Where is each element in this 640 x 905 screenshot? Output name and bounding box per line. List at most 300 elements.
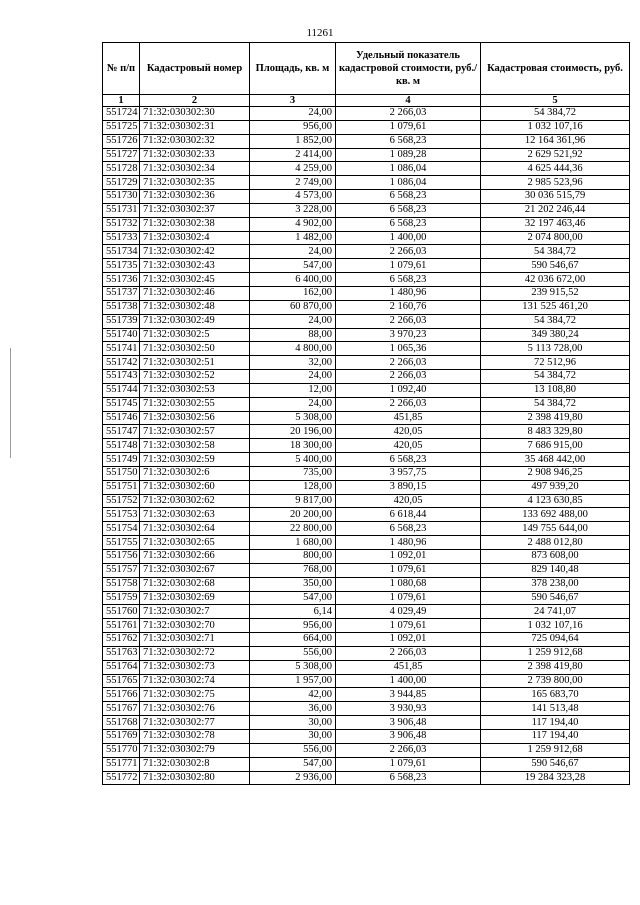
row-number-cell: 551766 <box>103 688 140 702</box>
specific-value-cell: 1 065,36 <box>336 342 481 356</box>
table-row <box>103 439 630 453</box>
cadastral-number-cell: 71:32:030302:8 <box>140 757 250 771</box>
cadastral-value-cell: 2 908 946,25 <box>481 466 630 480</box>
table-row <box>103 550 630 564</box>
specific-value-cell: 2 160,76 <box>336 300 481 314</box>
table-row <box>103 259 630 273</box>
cadastral-number-cell: 71:32:030302:33 <box>140 148 250 162</box>
specific-value-cell: 6 568,23 <box>336 190 481 204</box>
table-row <box>103 273 630 287</box>
cadastral-value-cell: 21 202 246,44 <box>481 203 630 217</box>
table-row <box>103 217 630 231</box>
specific-value-cell: 4 029,49 <box>336 605 481 619</box>
cadastral-value-table <box>102 42 630 785</box>
cadastral-number-cell: 71:32:030302:55 <box>140 397 250 411</box>
cadastral-value-cell: 72 512,96 <box>481 356 630 370</box>
area-cell: 18 300,00 <box>250 439 336 453</box>
table-row <box>103 342 630 356</box>
table-row <box>103 425 630 439</box>
row-number-cell: 551730 <box>103 190 140 204</box>
header-cadastral-value: Кадастровая стоимость, руб. <box>481 43 630 95</box>
specific-value-cell: 451,85 <box>336 411 481 425</box>
cadastral-value-cell: 1 032 107,16 <box>481 619 630 633</box>
table-row <box>103 190 630 204</box>
area-cell: 3 228,00 <box>250 203 336 217</box>
table-row <box>103 176 630 190</box>
table-header-row <box>103 43 630 95</box>
table-row <box>103 134 630 148</box>
cadastral-value-cell: 590 546,67 <box>481 591 630 605</box>
cadastral-number-cell: 71:32:030302:32 <box>140 134 250 148</box>
row-number-cell: 551765 <box>103 674 140 688</box>
row-number-cell: 551768 <box>103 716 140 730</box>
table-row <box>103 162 630 176</box>
row-number-cell: 551740 <box>103 328 140 342</box>
table-row <box>103 300 630 314</box>
area-cell: 350,00 <box>250 577 336 591</box>
cadastral-value-cell: 141 513,48 <box>481 702 630 716</box>
cadastral-number-cell: 71:32:030302:77 <box>140 716 250 730</box>
area-cell: 1 852,00 <box>250 134 336 148</box>
specific-value-cell: 6 568,23 <box>336 453 481 467</box>
cadastral-value-cell: 829 140,48 <box>481 563 630 577</box>
specific-value-cell: 1 480,96 <box>336 286 481 300</box>
specific-value-cell: 1 400,00 <box>336 231 481 245</box>
row-number-cell: 551743 <box>103 370 140 384</box>
area-cell: 22 800,00 <box>250 522 336 536</box>
cadastral-value-cell: 239 915,52 <box>481 286 630 300</box>
row-number-cell: 551738 <box>103 300 140 314</box>
row-number-cell: 551761 <box>103 619 140 633</box>
cadastral-number-cell: 71:32:030302:4 <box>140 231 250 245</box>
specific-value-cell: 6 568,23 <box>336 134 481 148</box>
area-cell: 547,00 <box>250 757 336 771</box>
area-cell: 24,00 <box>250 245 336 259</box>
cadastral-number-cell: 71:32:030302:43 <box>140 259 250 273</box>
area-cell: 32,00 <box>250 356 336 370</box>
row-number-cell: 551751 <box>103 480 140 494</box>
cadastral-number-cell: 71:32:030302:75 <box>140 688 250 702</box>
row-number-cell: 551745 <box>103 397 140 411</box>
area-cell: 36,00 <box>250 702 336 716</box>
cadastral-value-cell: 349 380,24 <box>481 328 630 342</box>
cadastral-value-cell: 5 113 728,00 <box>481 342 630 356</box>
cadastral-number-cell: 71:32:030302:56 <box>140 411 250 425</box>
cadastral-value-cell: 2 985 523,96 <box>481 176 630 190</box>
cadastral-value-cell: 2 739 800,00 <box>481 674 630 688</box>
cadastral-number-cell: 71:32:030302:68 <box>140 577 250 591</box>
table-row <box>103 771 630 785</box>
cadastral-number-cell: 71:32:030302:66 <box>140 550 250 564</box>
row-number-cell: 551725 <box>103 120 140 134</box>
specific-value-cell: 3 930,93 <box>336 702 481 716</box>
row-number-cell: 551750 <box>103 466 140 480</box>
cadastral-number-cell: 71:32:030302:35 <box>140 176 250 190</box>
header-specific-value: Удельный показатель кадастровой стоимости, руб./кв. м <box>336 43 481 95</box>
cadastral-number-cell: 71:32:030302:62 <box>140 494 250 508</box>
cadastral-value-cell: 1 259 912,68 <box>481 646 630 660</box>
cadastral-number-cell: 71:32:030302:74 <box>140 674 250 688</box>
table-row <box>103 729 630 743</box>
specific-value-cell: 1 079,61 <box>336 563 481 577</box>
cadastral-number-cell: 71:32:030302:72 <box>140 646 250 660</box>
specific-value-cell: 1 079,61 <box>336 757 481 771</box>
table-row <box>103 619 630 633</box>
specific-value-cell: 2 266,03 <box>336 107 481 121</box>
cadastral-number-cell: 71:32:030302:53 <box>140 383 250 397</box>
area-cell: 664,00 <box>250 633 336 647</box>
area-cell: 88,00 <box>250 328 336 342</box>
specific-value-cell: 3 957,75 <box>336 466 481 480</box>
area-cell: 5 308,00 <box>250 660 336 674</box>
specific-value-cell: 1 089,28 <box>336 148 481 162</box>
table-row <box>103 328 630 342</box>
table-row <box>103 536 630 550</box>
row-number-cell: 551737 <box>103 286 140 300</box>
cadastral-number-cell: 71:32:030302:6 <box>140 466 250 480</box>
cadastral-value-cell: 12 164 361,96 <box>481 134 630 148</box>
specific-value-cell: 420,05 <box>336 425 481 439</box>
row-number-cell: 551749 <box>103 453 140 467</box>
specific-value-cell: 1 079,61 <box>336 259 481 273</box>
cadastral-number-cell: 71:32:030302:64 <box>140 522 250 536</box>
cadastral-value-cell: 133 692 488,00 <box>481 508 630 522</box>
area-cell: 24,00 <box>250 107 336 121</box>
cadastral-number-cell: 71:32:030302:31 <box>140 120 250 134</box>
header-cadastral-number: Кадастровый номер <box>140 43 250 95</box>
cadastral-value-cell: 2 398 419,80 <box>481 660 630 674</box>
area-cell: 5 400,00 <box>250 453 336 467</box>
row-number-cell: 551770 <box>103 743 140 757</box>
area-cell: 24,00 <box>250 314 336 328</box>
area-cell: 20 200,00 <box>250 508 336 522</box>
specific-value-cell: 1 079,61 <box>336 120 481 134</box>
cadastral-value-cell: 8 483 329,80 <box>481 425 630 439</box>
specific-value-cell: 3 890,15 <box>336 480 481 494</box>
table-row <box>103 674 630 688</box>
cadastral-value-cell: 7 686 915,00 <box>481 439 630 453</box>
cadastral-value-cell: 378 238,00 <box>481 577 630 591</box>
table-row <box>103 245 630 259</box>
cadastral-number-cell: 71:32:030302:80 <box>140 771 250 785</box>
specific-value-cell: 1 480,96 <box>336 536 481 550</box>
row-number-cell: 551726 <box>103 134 140 148</box>
table-row <box>103 453 630 467</box>
cadastral-number-cell: 71:32:030302:30 <box>140 107 250 121</box>
cadastral-value-cell: 165 683,70 <box>481 688 630 702</box>
table-row <box>103 466 630 480</box>
area-cell: 956,00 <box>250 120 336 134</box>
table-row <box>103 660 630 674</box>
cadastral-number-cell: 71:32:030302:57 <box>140 425 250 439</box>
row-number-cell: 551724 <box>103 107 140 121</box>
cadastral-value-cell: 2 488 012,80 <box>481 536 630 550</box>
table-row <box>103 231 630 245</box>
cadastral-value-cell: 13 108,80 <box>481 383 630 397</box>
cadastral-number-cell: 71:32:030302:50 <box>140 342 250 356</box>
specific-value-cell: 2 266,03 <box>336 356 481 370</box>
specific-value-cell: 2 266,03 <box>336 397 481 411</box>
area-cell: 547,00 <box>250 259 336 273</box>
cadastral-number-cell: 71:32:030302:73 <box>140 660 250 674</box>
cadastral-number-cell: 71:32:030302:78 <box>140 729 250 743</box>
area-cell: 5 308,00 <box>250 411 336 425</box>
cadastral-value-cell: 2 398 419,80 <box>481 411 630 425</box>
cadastral-value-cell: 590 546,67 <box>481 259 630 273</box>
row-number-cell: 551772 <box>103 771 140 785</box>
cadastral-value-cell: 54 384,72 <box>481 397 630 411</box>
cadastral-value-cell: 149 755 644,00 <box>481 522 630 536</box>
area-cell: 768,00 <box>250 563 336 577</box>
cadastral-value-cell: 4 123 630,85 <box>481 494 630 508</box>
table-row <box>103 286 630 300</box>
area-cell: 2 414,00 <box>250 148 336 162</box>
row-number-cell: 551753 <box>103 508 140 522</box>
cadastral-number-cell: 71:32:030302:46 <box>140 286 250 300</box>
area-cell: 800,00 <box>250 550 336 564</box>
cadastral-value-cell: 42 036 672,00 <box>481 273 630 287</box>
specific-value-cell: 6 568,23 <box>336 217 481 231</box>
specific-value-cell: 3 906,48 <box>336 716 481 730</box>
specific-value-cell: 1 092,01 <box>336 550 481 564</box>
cadastral-value-cell: 725 094,64 <box>481 633 630 647</box>
area-cell: 735,00 <box>250 466 336 480</box>
specific-value-cell: 451,85 <box>336 660 481 674</box>
specific-value-cell: 6 618,44 <box>336 508 481 522</box>
cadastral-value-cell: 19 284 323,28 <box>481 771 630 785</box>
cadastral-number-cell: 71:32:030302:38 <box>140 217 250 231</box>
row-number-cell: 551759 <box>103 591 140 605</box>
table-row <box>103 743 630 757</box>
table-row <box>103 591 630 605</box>
table-row <box>103 411 630 425</box>
table-row <box>103 702 630 716</box>
cadastral-number-cell: 71:32:030302:48 <box>140 300 250 314</box>
cadastral-number-cell: 71:32:030302:79 <box>140 743 250 757</box>
row-number-cell: 551758 <box>103 577 140 591</box>
cadastral-number-cell: 71:32:030302:37 <box>140 203 250 217</box>
table-row <box>103 203 630 217</box>
column-number: 1 <box>103 95 140 107</box>
table-row <box>103 480 630 494</box>
cadastral-number-cell: 71:32:030302:34 <box>140 162 250 176</box>
area-cell: 4 902,00 <box>250 217 336 231</box>
table-row <box>103 688 630 702</box>
area-cell: 2 749,00 <box>250 176 336 190</box>
cadastral-number-cell: 71:32:030302:76 <box>140 702 250 716</box>
cadastral-number-cell: 71:32:030302:36 <box>140 190 250 204</box>
table-row <box>103 120 630 134</box>
cadastral-value-cell: 497 939,20 <box>481 480 630 494</box>
row-number-cell: 551742 <box>103 356 140 370</box>
cadastral-number-cell: 71:32:030302:49 <box>140 314 250 328</box>
cadastral-value-cell: 54 384,72 <box>481 107 630 121</box>
specific-value-cell: 6 568,23 <box>336 203 481 217</box>
table-row <box>103 577 630 591</box>
area-cell: 20 196,00 <box>250 425 336 439</box>
table-row <box>103 633 630 647</box>
row-number-cell: 551760 <box>103 605 140 619</box>
cadastral-number-cell: 71:32:030302:42 <box>140 245 250 259</box>
row-number-cell: 551744 <box>103 383 140 397</box>
area-cell: 30,00 <box>250 729 336 743</box>
row-number-cell: 551754 <box>103 522 140 536</box>
table-body <box>103 107 630 785</box>
table-row <box>103 397 630 411</box>
area-cell: 956,00 <box>250 619 336 633</box>
table-row <box>103 370 630 384</box>
row-number-cell: 551767 <box>103 702 140 716</box>
row-number-cell: 551731 <box>103 203 140 217</box>
area-cell: 60 870,00 <box>250 300 336 314</box>
table-row <box>103 508 630 522</box>
row-number-cell: 551728 <box>103 162 140 176</box>
table-row <box>103 314 630 328</box>
row-number-cell: 551757 <box>103 563 140 577</box>
area-cell: 556,00 <box>250 743 336 757</box>
area-cell: 12,00 <box>250 383 336 397</box>
column-number: 3 <box>250 95 336 107</box>
area-cell: 547,00 <box>250 591 336 605</box>
area-cell: 6,14 <box>250 605 336 619</box>
cadastral-value-cell: 117 194,40 <box>481 729 630 743</box>
table-row <box>103 757 630 771</box>
table-row <box>103 148 630 162</box>
row-number-cell: 551747 <box>103 425 140 439</box>
row-number-cell: 551746 <box>103 411 140 425</box>
cadastral-number-cell: 71:32:030302:67 <box>140 563 250 577</box>
column-number: 2 <box>140 95 250 107</box>
cadastral-value-cell: 1 032 107,16 <box>481 120 630 134</box>
cadastral-value-cell: 590 546,67 <box>481 757 630 771</box>
area-cell: 24,00 <box>250 370 336 384</box>
area-cell: 1 680,00 <box>250 536 336 550</box>
cadastral-number-cell: 71:32:030302:63 <box>140 508 250 522</box>
cadastral-value-cell: 35 468 442,00 <box>481 453 630 467</box>
cadastral-number-cell: 71:32:030302:65 <box>140 536 250 550</box>
row-number-cell: 551763 <box>103 646 140 660</box>
area-cell: 1 957,00 <box>250 674 336 688</box>
cadastral-value-cell: 32 197 463,46 <box>481 217 630 231</box>
specific-value-cell: 1 079,61 <box>336 591 481 605</box>
cadastral-number-cell: 71:32:030302:7 <box>140 605 250 619</box>
cadastral-number-cell: 71:32:030302:52 <box>140 370 250 384</box>
specific-value-cell: 1 079,61 <box>336 619 481 633</box>
area-cell: 4 573,00 <box>250 190 336 204</box>
area-cell: 9 817,00 <box>250 494 336 508</box>
area-cell: 556,00 <box>250 646 336 660</box>
row-number-cell: 551769 <box>103 729 140 743</box>
table-row <box>103 356 630 370</box>
cadastral-value-cell: 873 608,00 <box>481 550 630 564</box>
table-row <box>103 646 630 660</box>
row-number-cell: 551741 <box>103 342 140 356</box>
cadastral-number-cell: 71:32:030302:51 <box>140 356 250 370</box>
row-number-cell: 551762 <box>103 633 140 647</box>
row-number-cell: 551732 <box>103 217 140 231</box>
specific-value-cell: 1 086,04 <box>336 162 481 176</box>
specific-value-cell: 1 092,01 <box>336 633 481 647</box>
specific-value-cell: 1 080,68 <box>336 577 481 591</box>
row-number-cell: 551755 <box>103 536 140 550</box>
area-cell: 42,00 <box>250 688 336 702</box>
specific-value-cell: 1 400,00 <box>336 674 481 688</box>
specific-value-cell: 1 092,40 <box>336 383 481 397</box>
area-cell: 2 936,00 <box>250 771 336 785</box>
column-number: 4 <box>336 95 481 107</box>
row-number-cell: 551736 <box>103 273 140 287</box>
table-row <box>103 716 630 730</box>
area-cell: 4 259,00 <box>250 162 336 176</box>
row-number-cell: 551748 <box>103 439 140 453</box>
table-row <box>103 605 630 619</box>
area-cell: 6 400,00 <box>250 273 336 287</box>
specific-value-cell: 6 568,23 <box>336 273 481 287</box>
specific-value-cell: 3 906,48 <box>336 729 481 743</box>
row-number-cell: 551729 <box>103 176 140 190</box>
table-row <box>103 383 630 397</box>
cadastral-value-cell: 30 036 515,79 <box>481 190 630 204</box>
area-cell: 1 482,00 <box>250 231 336 245</box>
specific-value-cell: 420,05 <box>336 494 481 508</box>
specific-value-cell: 6 568,23 <box>336 771 481 785</box>
cadastral-number-cell: 71:32:030302:60 <box>140 480 250 494</box>
cadastral-value-cell: 4 625 444,36 <box>481 162 630 176</box>
area-cell: 128,00 <box>250 480 336 494</box>
specific-value-cell: 2 266,03 <box>336 245 481 259</box>
row-number-cell: 551771 <box>103 757 140 771</box>
specific-value-cell: 6 568,23 <box>336 522 481 536</box>
cadastral-number-cell: 71:32:030302:58 <box>140 439 250 453</box>
cadastral-value-cell: 54 384,72 <box>481 245 630 259</box>
area-cell: 162,00 <box>250 286 336 300</box>
cadastral-number-cell: 71:32:030302:59 <box>140 453 250 467</box>
table-row <box>103 107 630 121</box>
cadastral-number-cell: 71:32:030302:70 <box>140 619 250 633</box>
row-number-cell: 551764 <box>103 660 140 674</box>
specific-value-cell: 420,05 <box>336 439 481 453</box>
row-number-cell: 551734 <box>103 245 140 259</box>
row-number-cell: 551733 <box>103 231 140 245</box>
row-number-cell: 551756 <box>103 550 140 564</box>
cadastral-number-cell: 71:32:030302:45 <box>140 273 250 287</box>
specific-value-cell: 2 266,03 <box>336 314 481 328</box>
specific-value-cell: 3 970,23 <box>336 328 481 342</box>
cadastral-value-cell: 24 741,07 <box>481 605 630 619</box>
margin-scan-line <box>10 348 11 458</box>
cadastral-value-cell: 2 074 800,00 <box>481 231 630 245</box>
specific-value-cell: 2 266,03 <box>336 646 481 660</box>
area-cell: 4 800,00 <box>250 342 336 356</box>
column-number: 5 <box>481 95 630 107</box>
specific-value-cell: 1 086,04 <box>336 176 481 190</box>
table-row <box>103 563 630 577</box>
cadastral-value-cell: 2 629 521,92 <box>481 148 630 162</box>
header-row-number: № п/п <box>103 43 140 95</box>
row-number-cell: 551735 <box>103 259 140 273</box>
table-row <box>103 522 630 536</box>
specific-value-cell: 3 944,85 <box>336 688 481 702</box>
cadastral-value-cell: 131 525 461,20 <box>481 300 630 314</box>
specific-value-cell: 2 266,03 <box>336 743 481 757</box>
cadastral-number-cell: 71:32:030302:69 <box>140 591 250 605</box>
row-number-cell: 551752 <box>103 494 140 508</box>
cadastral-number-cell: 71:32:030302:5 <box>140 328 250 342</box>
specific-value-cell: 2 266,03 <box>336 370 481 384</box>
cadastral-value-cell: 54 384,72 <box>481 370 630 384</box>
row-number-cell: 551727 <box>103 148 140 162</box>
header-area: Площадь, кв. м <box>250 43 336 95</box>
